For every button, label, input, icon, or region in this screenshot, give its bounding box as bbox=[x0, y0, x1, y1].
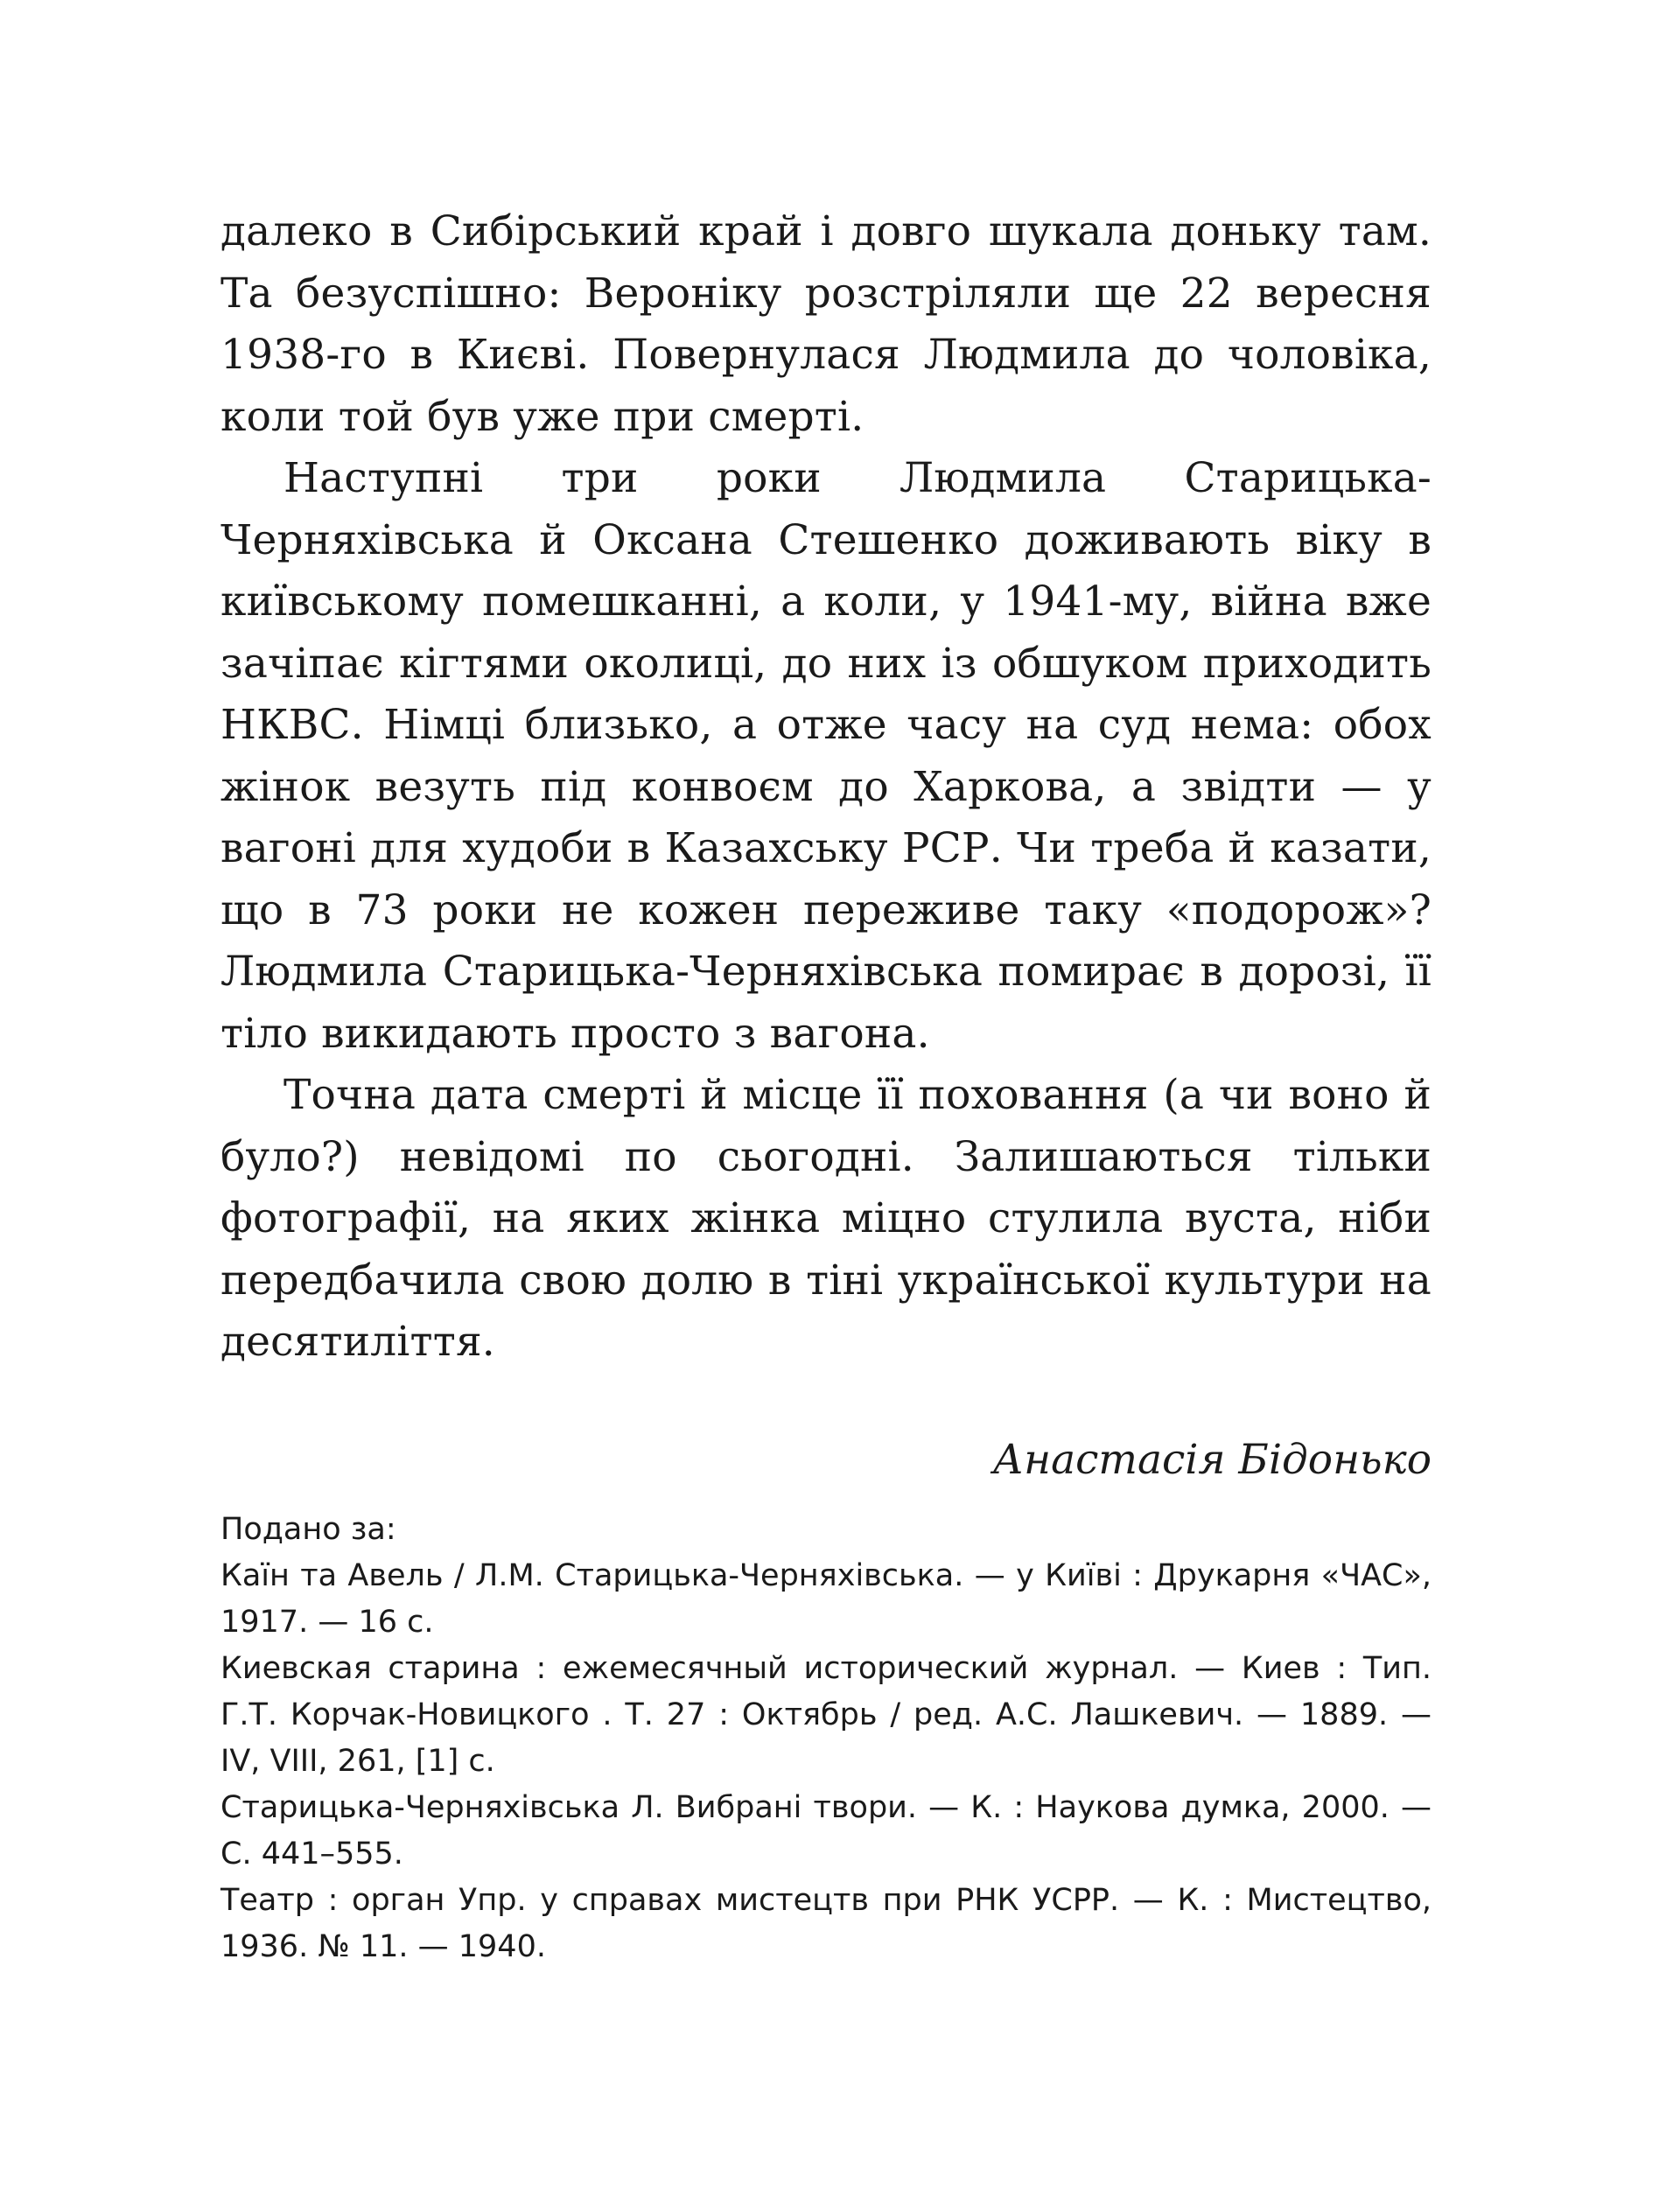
source-entry: Киевская старина : ежемесячный исторический журнал. — Киев : Тип. Г.Т. Корчак-Новицкого . Т. 27 : Октябрь / ред. А.С. Лашкевич. — 1889. — IV, VIII, 261, [1] с. bbox=[220, 1651, 1432, 1779]
sources-section bbox=[220, 1507, 1432, 1970]
article-body bbox=[220, 201, 1432, 1491]
body-paragraph: Точна дата смерті й місце її поховання (а чи воно й було?) невідомі по сьогодні. Залишаються тільки фотографії, на яких жінка міцно стулила вуста, ніби передбачила свою долю в тіні української культури на десятиліття. bbox=[220, 1071, 1432, 1366]
body-paragraph: Наступні три роки Людмила Старицька-Черняхівська й Оксана Стешенко доживають віку в київському помешканні, а коли, у 1941-му, війна вже зачіпає кігтями околиці, до них із обшуком приходить НКВС. Німці близько, а отже часу на суд нема: обох жінок везуть під конвоєм до Харкова, а звідти — у вагоні для худоби в Казахську РСР. Чи треба й казати, що в 73 роки не кожен переживе таку «подорож»? Людмила Старицька-Черняхівська помирає в дорозі, її тіло викидають просто з вагона. bbox=[220, 454, 1432, 1058]
source-entry: Каїн та Авель / Л.М. Старицька-Черняхівська. — у Київі : Друкарня «ЧАС», 1917. — 16 с. bbox=[220, 1558, 1432, 1640]
author-signature: Анастасія Бідонько bbox=[992, 1435, 1432, 1484]
sources-label: Подано за: bbox=[220, 1512, 396, 1547]
body-paragraph: далеко в Сибірський край і довго шукала доньку там. Та безуспішно: Вероніку розстріляли ще 22 вересня 1938-го в Києві. Повернулася Людмила до чоловіка, коли той був уже при смерті. bbox=[220, 207, 1432, 441]
source-entry: Старицька-Черняхівська Л. Вибрані твори. — К. : Наукова думка, 2000. — С. 441–555. bbox=[220, 1790, 1432, 1872]
source-entry: Театр : орган Упр. у справах мистецтв при РНК УСРР. — К. : Мистецтво, 1936. № 11. — 1940. bbox=[220, 1883, 1432, 1964]
